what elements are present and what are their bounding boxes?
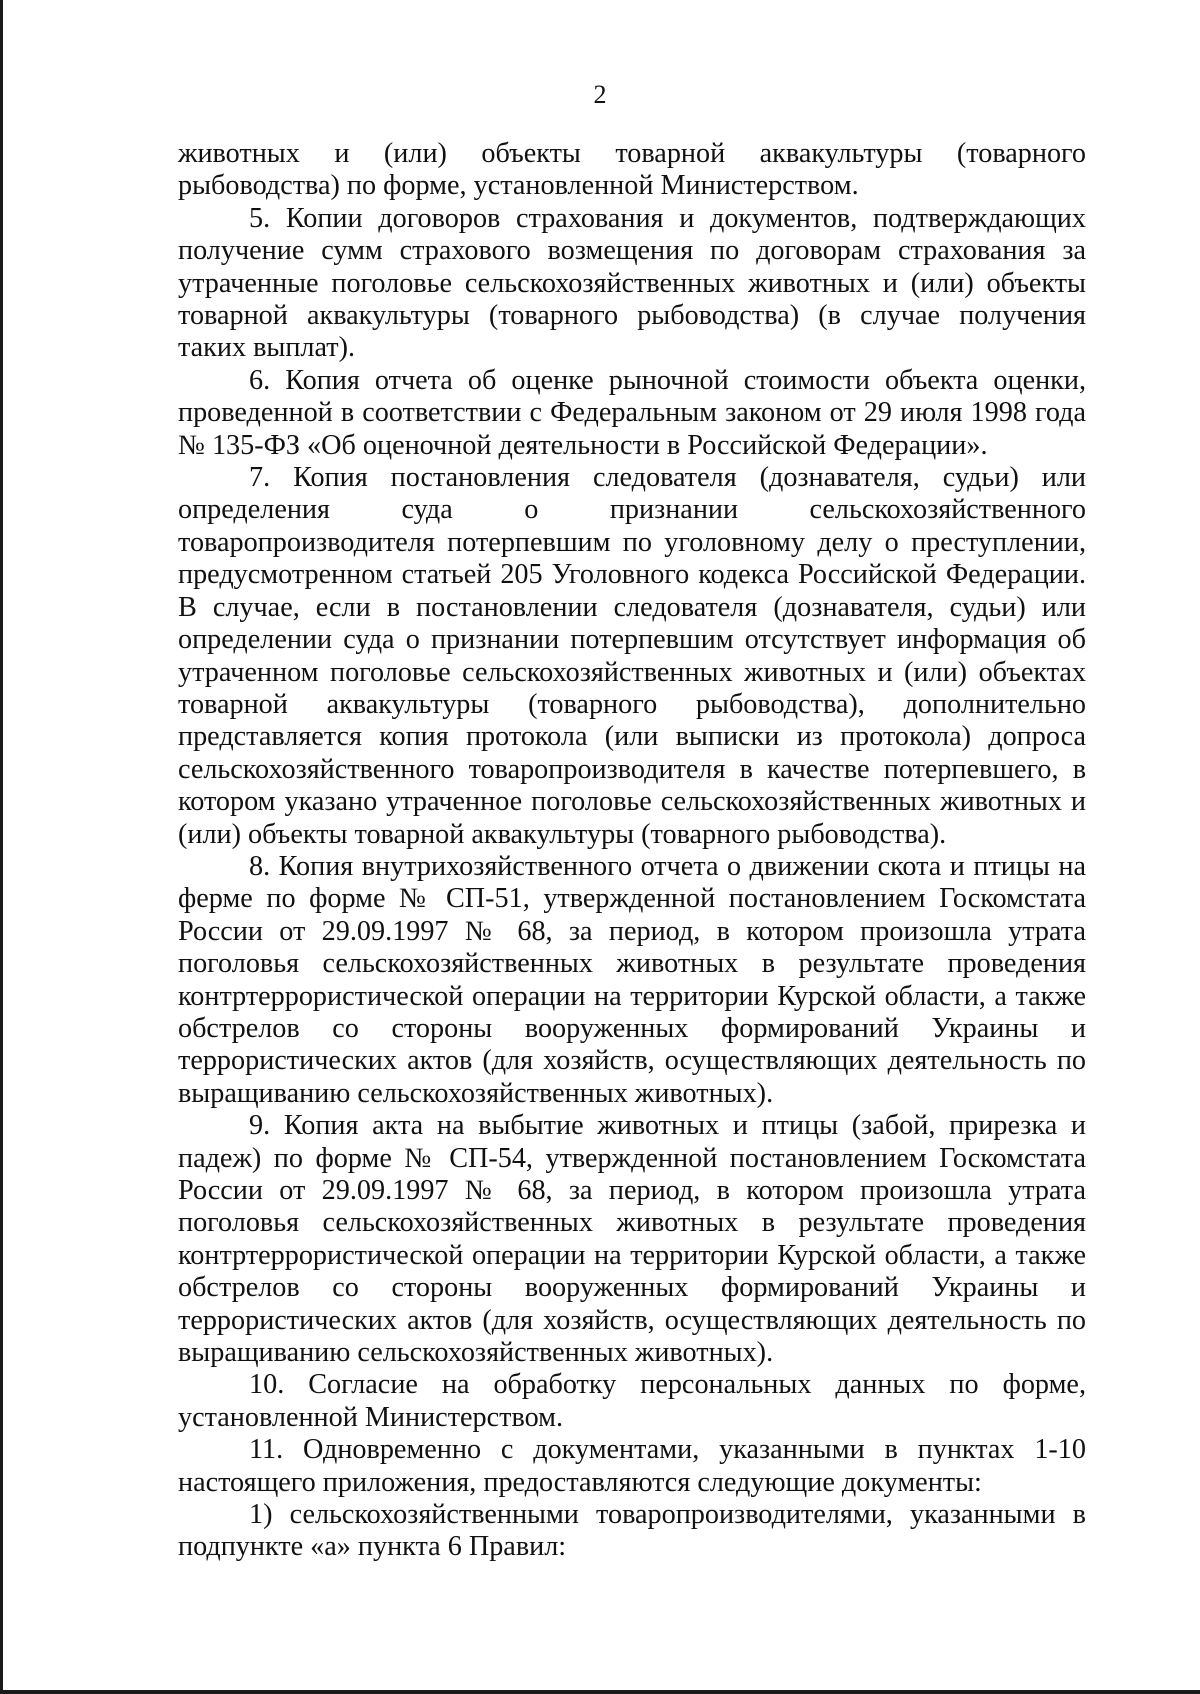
paragraph-item-8: 8. Копия внутрихозяйственного отчета о движении скота и птицы на ферме по форме № СП-51, утвержденной постановлением Госкомстата России от 29.09.1997 № 68, за период, в котором произошла утрата поголовья сельскохозяйственных животных в результате проведения контртеррористической операции на территории Курской области, а также обстрелов со стороны вооруженных формирований Украины и террористических актов (для хозяйств, осуществляющих деятельность по выращиванию сельскохозяйственных животных). <box>178 850 1086 1109</box>
paragraph-item-6: 6. Копия отчета об оценке рыночной стоимости объекта оценки, проведенной в соответствии с Федеральным законом от 29 июля 1998 года № 135-ФЗ «Об оценочной деятельности в Российской Федерации». <box>178 364 1086 461</box>
paragraph-item-9: 9. Копия акта на выбытие животных и птицы (забой, прирезка и падеж) по форме № СП-54, утвержденной постановлением Госкомстата России от 29.09.1997 № 68, за период, в котором произошла утрата поголовья сельскохозяйственных животных в результате проведения контртеррористической операции на территории Курской области, а также обстрелов со стороны вооруженных формирований Украины и террористических актов (для хозяйств, осуществляющих деятельность по выращиванию сельскохозяйственных животных). <box>178 1110 1086 1369</box>
paragraph-item-11: 11. Одновременно с документами, указанными в пунктах 1-10 настоящего приложения, предоставляются следующие документы: <box>178 1434 1086 1498</box>
paragraph-item-5: 5. Копии договоров страхования и документов, подтверждающих получение сумм страхового возмещения по договорам страхования за утраченные поголовье сельскохозяйственных животных и (или) объекты товарной аквакультуры (товарного рыбоводства) (в случае получения таких выплат). <box>178 202 1086 364</box>
scan-edge-left <box>0 0 3 1694</box>
paragraph-item-10: 10. Согласие на обработку персональных данных по форме, установленной Министерством. <box>178 1369 1086 1433</box>
paragraph-subitem-1: 1) сельскохозяйственными товаропроизводителями, указанными в подпункте «а» пункта 6 Правил: <box>178 1499 1086 1563</box>
page-number: 2 <box>593 80 607 109</box>
scan-edge-bottom <box>0 1690 1200 1694</box>
paragraph-item-7: 7. Копия постановления следователя (дознавателя, судьи) или определения суда о признании сельскохозяйственного товаропроизводителя потерпевшим по уголовному делу о преступлении, предусмотренном статьей 205 Уголовного кодекса Российской Федерации. В случае, если в постановлении следователя (дознавателя, судьи) или определении суда о признании потерпевшим отсутствует информация об утраченном поголовье сельскохозяйственных животных и (или) объектах товарной аквакультуры (товарного рыбоводства), дополнительно представляется копия протокола (или выписки из протокола) допроса сельскохозяйственного товаропроизводителя в качестве потерпевшего, в котором указано утраченное поголовье сельскохозяйственных животных и (или) объекты товарной аквакультуры (товарного рыбоводства). <box>178 462 1086 850</box>
paragraph-continuation: животных и (или) объекты товарной аквакультуры (товарного рыбоводства) по форме, установленной Министерством. <box>178 138 1086 202</box>
document-body <box>178 138 1086 1564</box>
